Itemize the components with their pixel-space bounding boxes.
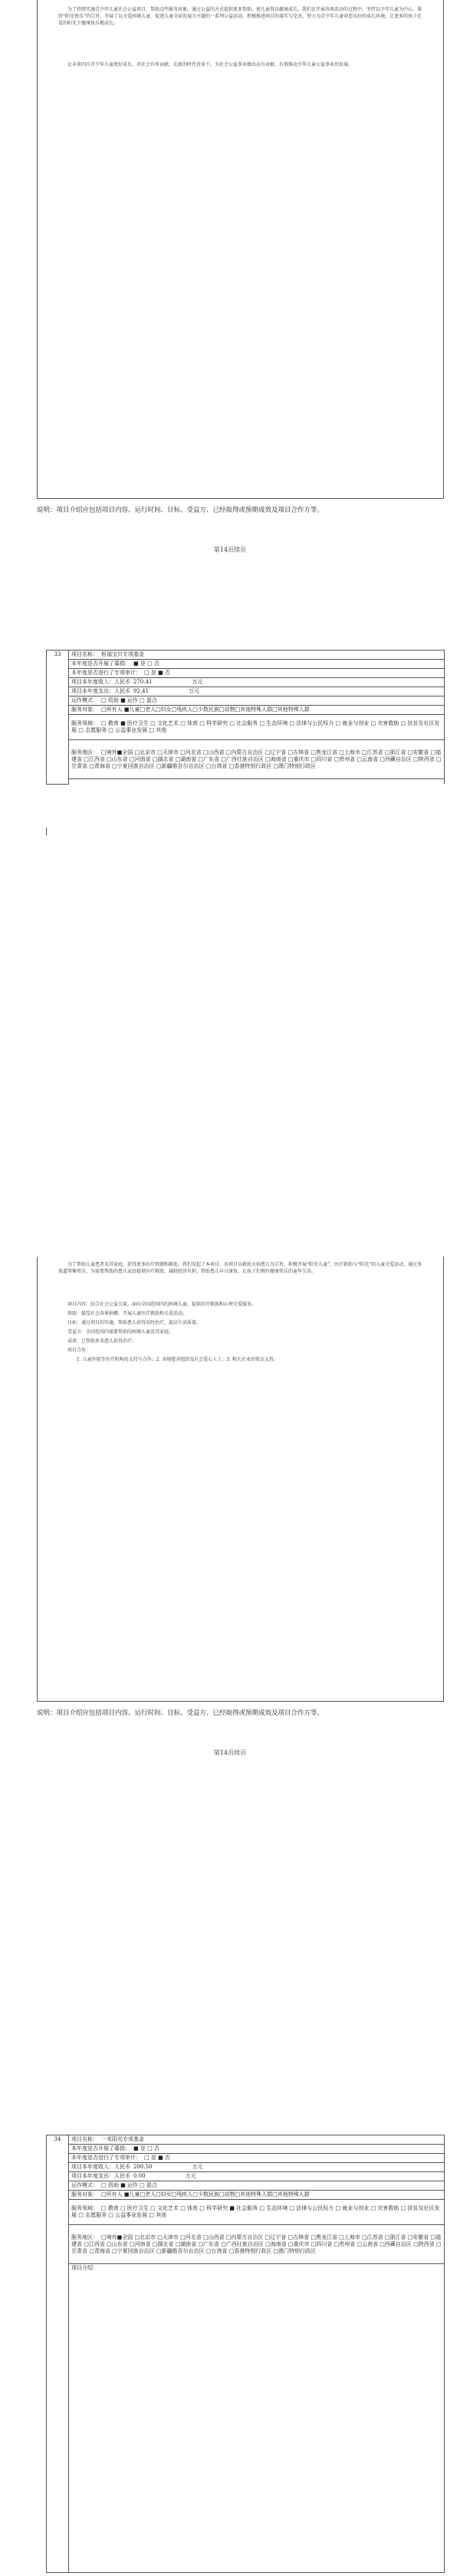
expense-value: 92.41 — [133, 688, 150, 694]
expense-row: 项目本年度支出：人民币 0.00 万元 — [69, 2172, 445, 2181]
frame-bottom-border — [37, 498, 444, 499]
page-continuation-2 — [0, 1257, 460, 1793]
fundraising-row: 本年度是否开展了募捐： ■ 是 □ 否 — [69, 2145, 445, 2154]
project-intro-paragraph-4: 目标：通过项目的实施，帮助患儿获得及时治疗，提高生活质量。 — [67, 1320, 202, 1326]
audit-options: □ 是 ■ 否 — [144, 2155, 170, 2161]
service-target-options: □所有人 ■儿童□老人□妇女□残疾人□少数民族□动物□其他特殊人群□其他特殊人群 — [101, 2191, 310, 2197]
operation-mode-row: 运作模式： □ 资助 ■ 运作 □ 混合 — [69, 2181, 445, 2191]
service-field-row: 服务领域： □ 教育 □ 医疗卫生 □ 文化艺术 □ 体育 □ 科学研究 ■ 社会服务 □ 生态环境 □ 法律与公民权力 □ 就业与创业 □ 灾害救助 □ 扶贫及社区发展 □ 志愿服务 □ 公益事业发展 □ 其他 — [69, 2200, 445, 2225]
project-intro-paragraph-1: 为了帮助儿童患者及其家庭，获得更多医疗资源和救助，我们发起了本项目，该项目以救助大病患儿为宗旨，积极开展“阳光儿童”，医疗救助与“阳光”的儿童关爱活动，通过多渠道筹集资金，为需要帮助的患儿家庭提供医疗救助，减轻经济负担，帮助患儿早日康复，让孩子们拥有健康快乐的童年生活。 — [58, 1262, 422, 1274]
audit-row: 本年度是否进行了专项审计： □ 是 ■ 否 — [69, 2154, 445, 2163]
audit-row: 本年度是否进行了专项审计： □ 是 ■ 否 — [69, 669, 445, 678]
service-target-options: □所有人 ■儿童□老人□妇女□残疾人□少数民族□动物□其他特殊人群□其他特殊人群 — [101, 706, 310, 713]
frame-bottom-border — [37, 1701, 444, 1702]
fundraising-row: 本年度是否开展了募捐： ■ 是 □ 否 — [69, 660, 445, 669]
project-index: 33 — [47, 651, 69, 785]
expense-unit: 万元 — [189, 688, 200, 694]
frame-right-border — [37, 0, 444, 498]
blank-row — [69, 779, 445, 785]
income-row: 项目本年度收入：人民币 270.41 万元 — [69, 678, 445, 687]
page-number-label: 第14页续页 — [213, 1749, 247, 1756]
page-number-label: 第14页续页 — [213, 546, 247, 553]
project-index: 34 — [47, 2135, 69, 2573]
project-partner-list: 1. 儿童医院等医疗机构的支持与合作；2. 各地慈善组织及社会爱心人士；3. 相关企业的资金支持。 — [77, 1357, 278, 1362]
service-target-row: 服务对象： □所有人 ■儿童□老人□妇女□残疾人□少数民族□动物□其他特殊人群□其他特殊人群 — [69, 2191, 445, 2200]
project-name-value: 枢福宝贝专项基金 — [101, 651, 144, 657]
service-region-options: □境外■全国 □北京市 □天津市 □河北省 □山西省 □内蒙古自治区 □辽宁省 □吉林省 □黑龙江省 □上海市 □江苏省 □浙江省 □安徽省 □福建省 □江西省 □山东省 □河南省 □湖北省 □湖南省 □广东省 □广西壮族自治区 □海南省 □重庆市 □四川省 □贵州省 □云南省 □西藏自治区 □陕西省 □甘肃省 □青海省 □宁夏回族自治区 □新疆维吾尔自治区 □台湾省 □香港特别行政区 □澳门特别行政区 — [71, 2234, 442, 2254]
income-value: 200.50 — [133, 2164, 153, 2170]
fundraising-options: ■ 是 □ 否 — [133, 660, 159, 667]
project-intro-paragraph-6: 成效：已帮助多名患儿获得治疗。 — [67, 1339, 137, 1344]
audit-options: □ 是 ■ 否 — [144, 670, 170, 676]
fundraising-options: ■ 是 □ 否 — [133, 2145, 159, 2152]
expense-row: 项目本年度支出：人民币 92.41 万元 — [69, 687, 445, 696]
project-intro-paragraph-1: 为了持续实施青少年儿童社会公益项目，帮助这些服务对象，通过公益的方式提供更多帮助，使儿童得以健康成长。我们在开展各类活动的过程中，坚持以少年儿童为中心，秉持“阳光快乐”的宗旨，开展了以关爱困境儿童、促进儿童全面发展为主题的一系列公益活动，积极推进项目的落实与完善，努力为青少年儿童营造良好的成长环境，让更多的孩子在爱的阳光下健康快乐地成长。 — [58, 7, 422, 26]
project-name-value: 一米阳光专项基金 — [101, 2136, 144, 2142]
footnote: 说明：项目介绍应包括项目内容、运行时间、目标、受益方、已经取得或预期成效及项目合作方等。 — [37, 1709, 324, 1717]
operation-mode-options: □ 资助 ■ 运作 □ 混合 — [101, 2182, 157, 2188]
footnote: 说明：项目介绍应包括项目内容、运行时间、目标、受益方、已经取得或预期成效及项目合作方等。 — [37, 506, 324, 514]
project-intro-paragraph-5: 受益方：全国范围内需要帮助的困境儿童及其家庭。 — [67, 1329, 174, 1335]
service-region-row: 服务地区： □境外■全国 □北京市 □天津市 □河北省 □山西省 □内蒙古自治区 □辽宁省 □吉林省 □黑龙江省 □上海市 □江苏省 □浙江省 □安徽省 □福建省 □江西省 □山东省 □河南省 □湖北省 □湖南省 □广东省 □广西壮族自治区 □海南省 □重庆市 □四川省 □贵州省 □云南省 □西藏自治区 □陕西省 □甘肃省 □青海省 □宁夏回族自治区 □新疆维吾尔自治区 □台湾省 □香港特别行政区 □澳门特别行政区 — [69, 2225, 445, 2264]
project-name-row: 项目名称： 一米阳光专项基金 — [69, 2135, 445, 2145]
income-row: 项目本年度收入：人民币 200.50 万元 — [69, 2163, 445, 2172]
project-name-row: 项目名称： 枢福宝贝专项基金 — [69, 651, 445, 660]
project-partner-label: 项目合作： — [67, 1348, 91, 1353]
income-unit: 万元 — [192, 679, 203, 685]
expense-unit: 万元 — [185, 2173, 196, 2179]
project-intro-paragraph-2: 让未来四川青少年儿童更好成长、对社会有所贡献，在新的时代背景下，为社会公益事业做出应有贡献，有效推动少年儿童公益事业的发展。 — [67, 62, 353, 67]
project-intro-label: 项目介绍： — [71, 2265, 98, 2271]
project-intro-paragraph-2: 项目内容：结合社会公益力量，面向全国范围内的困境儿童，提供医疗救助和心理关爱服务。 — [67, 1302, 257, 1307]
project-intro-row — [69, 2264, 445, 2573]
operation-mode-row: 运作模式： □ 资助 ■ 运作 □ 混合 — [69, 696, 445, 706]
expense-value: 0.00 — [133, 2173, 146, 2179]
service-field-options: □ 教育 □ 医疗卫生 □ 文化艺术 □ 体育 □ 科学研究 ■ 社会服务 □ 生态环境 □ 法律与公民权力 □ 就业与创业 □ 灾害救助 □ 扶贫及社区发展 □ 志愿服务 □ 公益事业发展 □ 其他 — [71, 2205, 440, 2218]
operation-mode-options: □ 资助 ■ 运作 □ 混合 — [101, 697, 157, 703]
project-table-34 — [46, 2135, 445, 2573]
service-field-options: □ 教育 ■ 医疗卫生 □ 文化艺术 □ 体育 □ 科学研究 □ 社会服务 □ 生态环境 □ 法律与公民权力 □ 就业与创业 □ 灾害救助 □ 扶贫及社区发展 □ 志愿服务 □ 公益事业发展 □ 其他 — [71, 720, 440, 733]
project-intro-paragraph-3: 资助：接受社会各界捐赠，开展儿童医疗救助和关爱活动。 — [67, 1311, 188, 1316]
income-value: 270.41 — [133, 679, 153, 685]
income-unit: 万元 — [192, 2164, 203, 2170]
frame-left-border-33 — [46, 828, 47, 835]
service-target-row: 服务对象： □所有人 ■儿童□老人□妇女□残疾人□少数民族□动物□其他特殊人群□其他特殊人群 — [69, 706, 445, 715]
service-region-options: □境外■全国 □北京市 □天津市 □河北省 □山西省 □内蒙古自治区 □辽宁省 □吉林省 □黑龙江省 □上海市 □江苏省 □浙江省 □安徽省 □福建省 □江西省 □山东省 □河南省 □湖北省 □湖南省 □广东省 □广西壮族自治区 □海南省 □重庆市 □四川省 □贵州省 □云南省 □西藏自治区 □陕西省 □甘肃省 □青海省 □宁夏回族自治区 □新疆维吾尔自治区 □台湾省 □香港特别行政区 □澳门特别行政区 — [71, 749, 442, 769]
service-field-row: 服务领域： □ 教育 ■ 医疗卫生 □ 文化艺术 □ 体育 □ 科学研究 □ 社会服务 □ 生态环境 □ 法律与公民权力 □ 就业与创业 □ 灾害救助 □ 扶贫及社区发展 □ 志愿服务 □ 公益事业发展 □ 其他 — [69, 715, 445, 740]
project-table-33 — [46, 650, 445, 785]
page-continuation-1 — [0, 0, 460, 552]
service-region-row: 服务地区： □境外■全国 □北京市 □天津市 □河北省 □山西省 □内蒙古自治区 □辽宁省 □吉林省 □黑龙江省 □上海市 □江苏省 □浙江省 □安徽省 □福建省 □江西省 □山东省 □河南省 □湖北省 □湖南省 □广东省 □广西壮族自治区 □海南省 □重庆市 □四川省 □贵州省 □云南省 □西藏自治区 □陕西省 □甘肃省 □青海省 □宁夏回族自治区 □新疆维吾尔自治区 □台湾省 □香港特别行政区 □澳门特别行政区 — [69, 740, 445, 779]
